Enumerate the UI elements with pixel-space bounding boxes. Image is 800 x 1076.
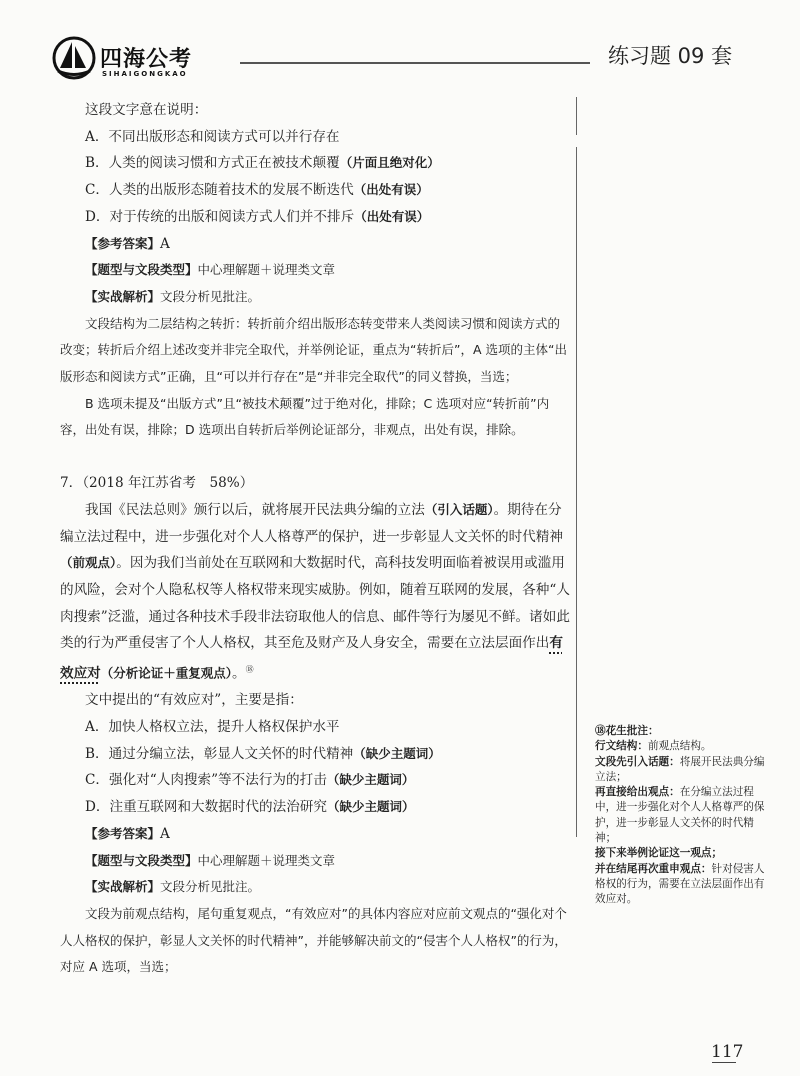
q6-explanation-2: B 选项未提及“出版方式”且“被技术颠覆”过于绝对化，排除；C 选项对应“转折前”内容，出处有误，排除；D 选项出自转折后举例论证部分，非观点，出处有误，排除。 xyxy=(60,395,550,438)
header-rule xyxy=(240,62,590,64)
logo-subtitle: SIHAIGONGKAO xyxy=(102,70,188,78)
annotation-line: 文段先引入话题：将展开民法典分编立法； xyxy=(595,755,765,783)
q6-analysis: 【实战解析】文段分析见批注。 xyxy=(85,288,261,304)
annotation-line: 行文结构：前观点结构。 xyxy=(595,740,712,753)
set-label: 练习题 09 套 xyxy=(608,44,733,68)
logo-title: 四海公考 xyxy=(100,47,193,72)
note-reference: ⑱ xyxy=(245,665,254,675)
margin-rule xyxy=(576,97,577,135)
annotation-line: 并在结尾再次重申观点：针对侵害人格权的行为，需要在立法层面作出有效应对。 xyxy=(595,862,765,906)
q7-option-b: B．通过分编立法，彰显人文关怀的时代精神（缺少主题词） xyxy=(85,745,441,762)
main-content xyxy=(60,97,570,981)
margin-rule xyxy=(576,147,577,837)
q6-option-d: D．对于传统的出版和阅读方式人们并不排斥（出处有误） xyxy=(85,208,430,225)
q7-stem: 文中提出的“有效应对”，主要是指： xyxy=(85,692,303,709)
q7-explanation-1: 文段为前观点结构，尾句重复观点，“有效应对”的具体内容应对应前文观点的“强化对个人人格权的保护，彰显人文关怀的时代精神”，并能够解决前文的“侵害个人人格权”的行为，对应 A 选项，当选； xyxy=(60,905,567,975)
q6-option-b: B．人类的阅读习惯和方式正在被技术颠覆（片面且绝对化） xyxy=(85,155,440,172)
q7-analysis: 【实战解析】文段分析见批注。 xyxy=(85,879,261,895)
q7-option-d: D．注重互联网和大数据时代的法治研究（缺少主题词） xyxy=(85,799,415,816)
page-header xyxy=(0,0,800,95)
q7-option-c: C．强化对“人肉搜索”等不法行为的打击（缺少主题词） xyxy=(85,772,415,789)
page-number: 117 xyxy=(711,1042,744,1062)
page-number-rule xyxy=(712,1062,736,1063)
annotation-title: ⑱花生批注： xyxy=(595,725,659,737)
q7-passage: 我国《民法总则》颁行以后，就将展开民法典分编的立法（引入话题）。期待在分编立法过程中，进一步强化对个人人格尊严的保护，进一步彰显人文关怀的时代精神（前观点）。因为我们当前处在互联网和大数据时代，高科技发明面临着被误用或滥用的风险，会对个人隐私权等人格权带来现实威胁。例如，随着互联网的发展，各种“人肉搜索”泛滥，通过各种技术手段非法窃取他人的信息、邮件等行为屡见不鲜。诸如此类的行为严重侵害了个人人格权，其至危及财产及人身安全，需要在立法层面作出有效应对（分析论证＋重复观点）。⑱ xyxy=(60,501,570,682)
q6-option-c: C．人类的出版形态随着技术的发展不断迭代（出处有误） xyxy=(85,182,429,199)
q7-answer: 【参考答案】A xyxy=(85,825,170,842)
q6-option-a: A．不同出版形态和阅读方式可以并行存在 xyxy=(85,128,340,145)
annotation-line: 再直接给出观点：在分编立法过程中，进一步强化对个人人格尊严的保护，进一步彰显人文关怀的时代精神； xyxy=(595,786,765,845)
q6-explanation-1: 文段结构为二层结构之转折：转折前介绍出版形态转变带来人类阅读习惯和阅读方式的改变；转折后介绍上述改变并非完全取代，并举例论证，重点为“转折后”，A 选项的主体“出版形态和阅读方式”正确，且“可以并行存在”是“并非完全取代”的同义替换，当选； xyxy=(60,315,567,385)
sailboat-logo-icon xyxy=(52,36,96,80)
q6-stem: 这段文字意在说明： xyxy=(85,102,208,118)
q7-type: 【题型与文段类型】中心理解题＋说理类文章 xyxy=(85,852,336,868)
annotation-line: 接下来举例论证这一观点； xyxy=(595,847,723,860)
q7-heading: 7．（2018 年江苏省考 58%） xyxy=(60,475,254,492)
logo xyxy=(52,36,212,88)
q6-answer: 【参考答案】A xyxy=(85,235,170,252)
key-phrase: 有效应对 xyxy=(60,635,563,682)
q6-type: 【题型与文段类型】中心理解题＋说理类文章 xyxy=(85,262,336,278)
q7-option-a: A．加快人格权立法，提升人格权保护水平 xyxy=(85,719,340,735)
margin-annotation xyxy=(595,724,765,908)
